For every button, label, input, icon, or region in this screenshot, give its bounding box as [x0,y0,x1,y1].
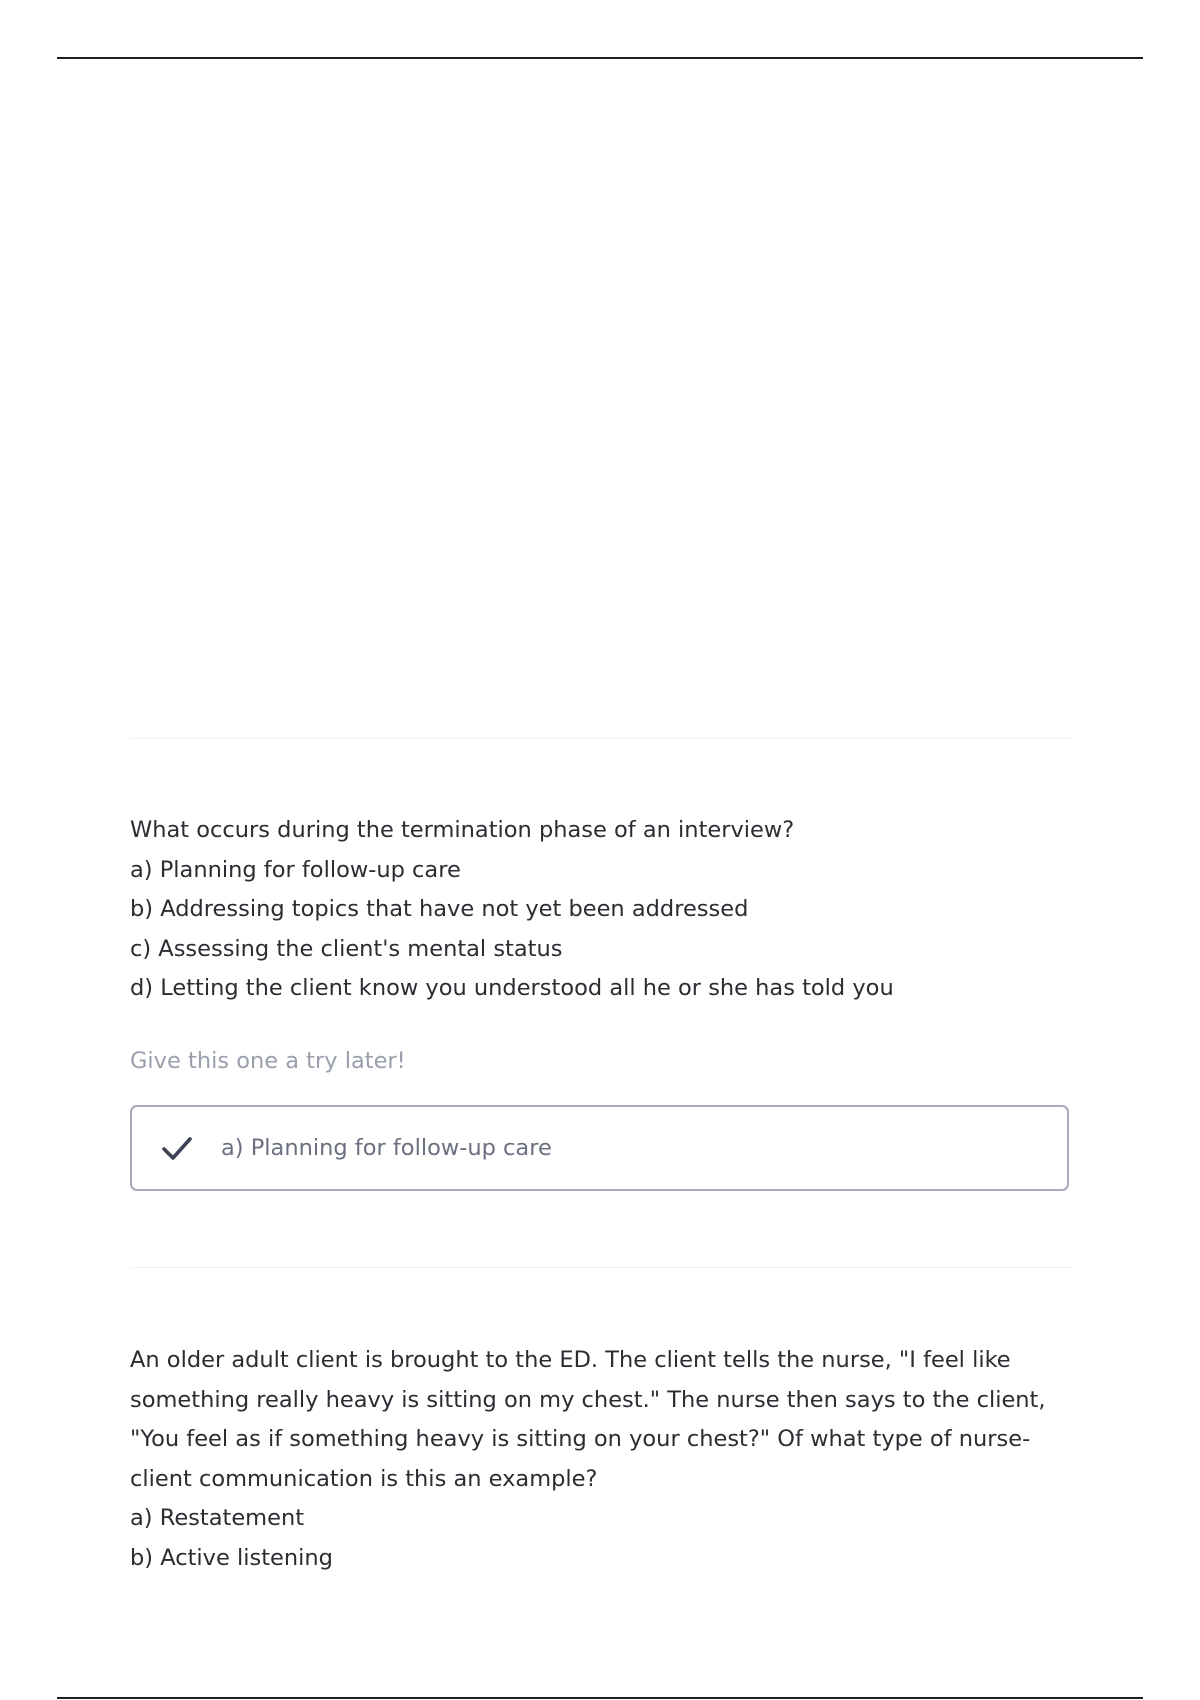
check-icon [159,1130,195,1166]
option-c: c) Assessing the client's mental status [130,935,563,962]
option-b: b) Addressing topics that have not yet been addressed [130,896,749,922]
answer-text: a) Planning for follow-up care [221,1135,552,1161]
try-later-hint: Give this one a try later! [130,1048,406,1074]
answer-reveal-box[interactable] [130,1105,1069,1191]
option-b: b) Active listening [130,1544,333,1571]
section-divider [130,738,1072,739]
section-divider [130,1267,1072,1268]
question-prompt: An older adult client is brought to the ED. The client tells the nurse, "I feel like something really heavy is sitting on my chest." The nurse then says to the client, "You feel as if something heavy is sitting on your chest?" Of what type of nurse-client communication is this an example? [130,1347,1046,1492]
option-d: d) Letting the client know you understood all he or she has told you [130,975,894,1001]
question-card-communication-type [130,1341,1072,1578]
page-bottom-rule [57,1697,1143,1699]
page-top-rule [57,57,1143,59]
option-a: a) Planning for follow-up care [130,856,461,883]
question-card-termination-phase [130,811,1072,1009]
question-prompt: What occurs during the termination phase of an interview? [130,817,795,843]
option-a: a) Restatement [130,1505,305,1531]
